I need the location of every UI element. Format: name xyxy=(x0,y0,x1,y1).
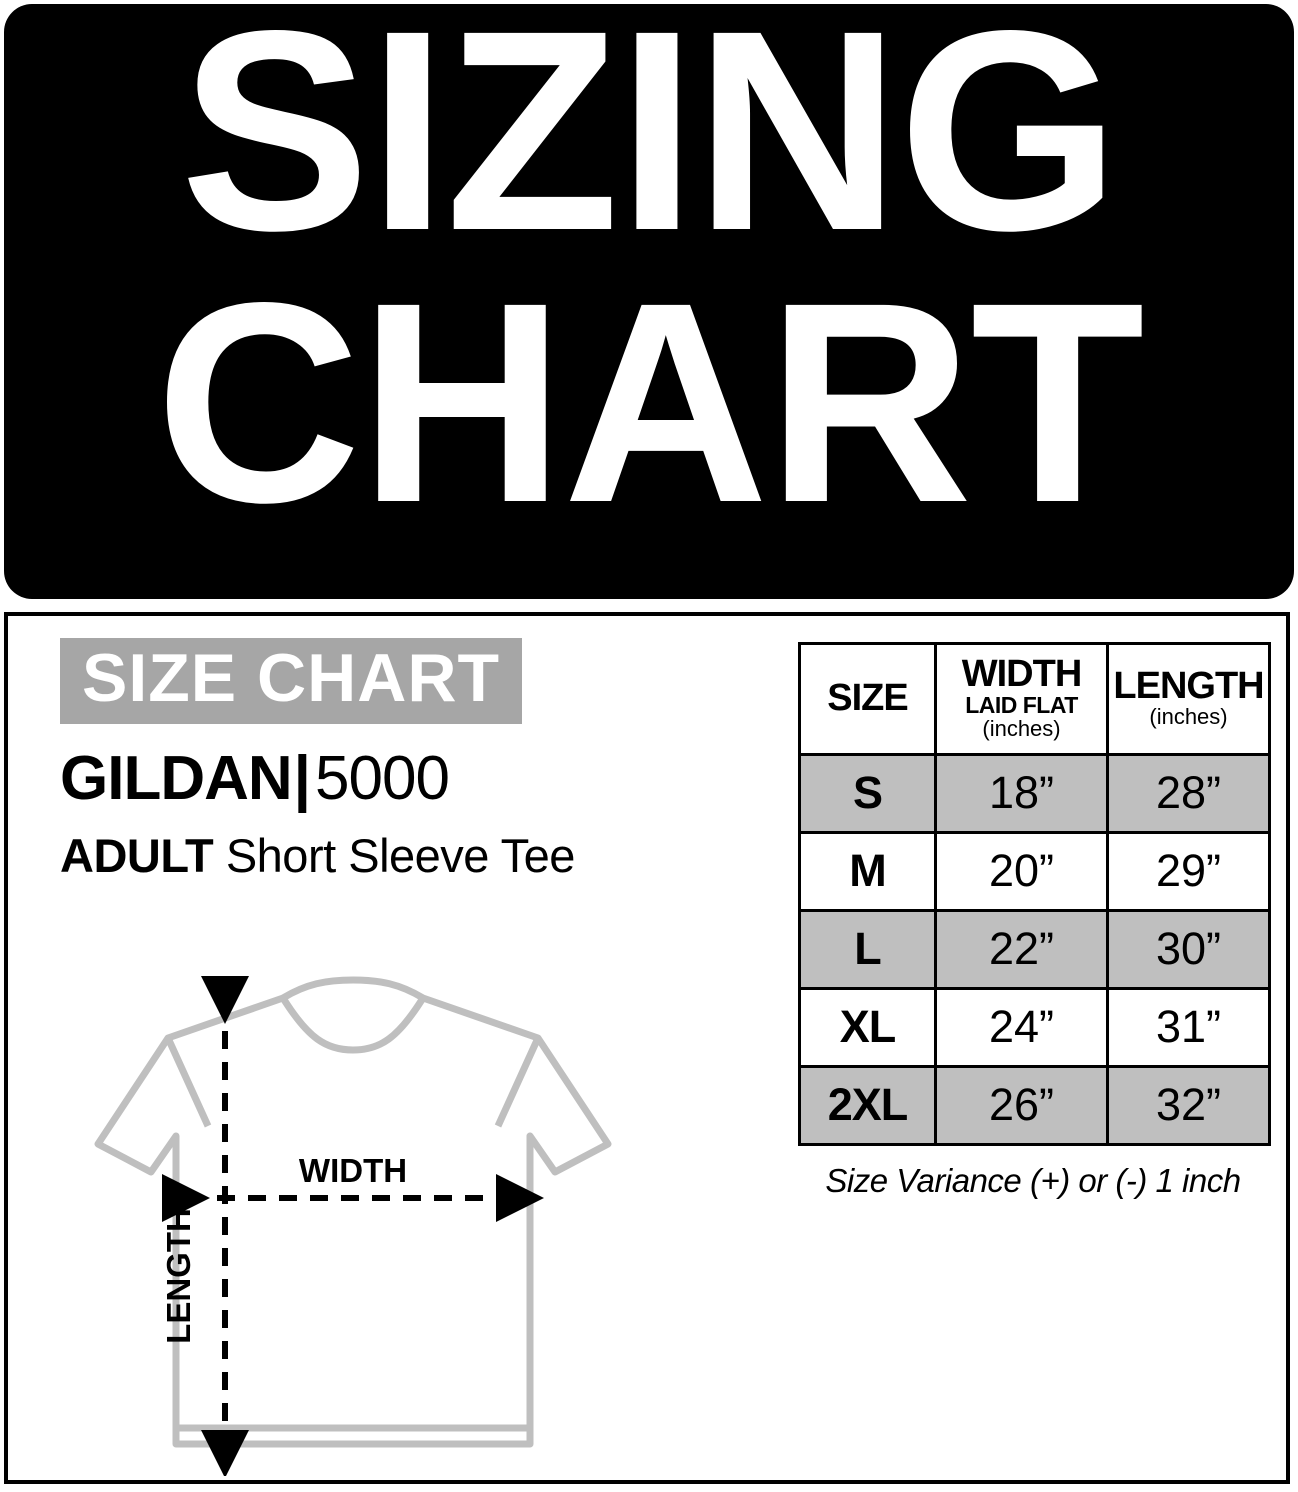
table-row xyxy=(800,755,1270,833)
cell-size: 2XL xyxy=(800,1067,936,1145)
cell-length: 29” xyxy=(1108,833,1270,911)
tshirt-measurement-diagram xyxy=(68,976,638,1476)
cell-size: M xyxy=(800,833,936,911)
cell-width: 26” xyxy=(936,1067,1108,1145)
brand-model-number: 5000 xyxy=(315,744,449,813)
table-row xyxy=(800,911,1270,989)
cell-width: 20” xyxy=(936,833,1108,911)
table-row xyxy=(800,989,1270,1067)
cell-width: 24” xyxy=(936,989,1108,1067)
column-header-length xyxy=(1108,644,1270,755)
cell-length: 28” xyxy=(1108,755,1270,833)
brand-name: GILDAN xyxy=(60,744,292,813)
banner-title-line-2: CHART xyxy=(155,244,1143,562)
product-subtitle-bold: ADULT xyxy=(60,829,214,882)
brand-model-line xyxy=(60,744,760,813)
size-chart-heading: SIZE CHART xyxy=(60,638,522,724)
cell-length: 32” xyxy=(1108,1067,1270,1145)
column-header-size-text: SIZE xyxy=(827,677,908,720)
cell-width: 22” xyxy=(936,911,1108,989)
cell-length: 30” xyxy=(1108,911,1270,989)
column-header-size xyxy=(800,644,936,755)
column-header-width xyxy=(936,644,1108,755)
cell-size: XL xyxy=(800,989,936,1067)
size-chart-panel xyxy=(4,612,1290,1484)
column-header-width-sub2: (inches) xyxy=(982,716,1061,742)
product-subtitle-rest: Short Sleeve Tee xyxy=(213,829,575,882)
banner-title-line-1: SIZING xyxy=(179,4,1119,290)
size-table-wrapper xyxy=(798,642,1268,1200)
cell-length: 31” xyxy=(1108,989,1270,1067)
column-header-width-text: WIDTH xyxy=(961,653,1082,695)
size-table-head xyxy=(800,644,1270,755)
cell-width: 18” xyxy=(936,755,1108,833)
product-subtitle xyxy=(60,828,760,883)
length-label-text: LENGTH xyxy=(160,1208,197,1344)
table-row xyxy=(800,833,1270,911)
table-header-row xyxy=(800,644,1270,755)
table-row xyxy=(800,1067,1270,1145)
width-label-text: WIDTH xyxy=(298,1152,408,1189)
size-table xyxy=(798,642,1271,1146)
column-header-length-text: LENGTH xyxy=(1113,665,1264,708)
sizing-chart-banner xyxy=(4,4,1294,599)
column-header-width-sub1: LAID FLAT xyxy=(965,692,1078,718)
brand-separator: | xyxy=(293,744,312,813)
cell-size: L xyxy=(800,911,936,989)
cell-size: S xyxy=(800,755,936,833)
column-header-length-sub2: (inches) xyxy=(1149,704,1228,730)
size-variance-note: Size Variance (+) or (-) 1 inch xyxy=(825,1162,1241,1200)
size-table-body xyxy=(800,755,1270,1145)
chart-info-column xyxy=(60,638,760,883)
